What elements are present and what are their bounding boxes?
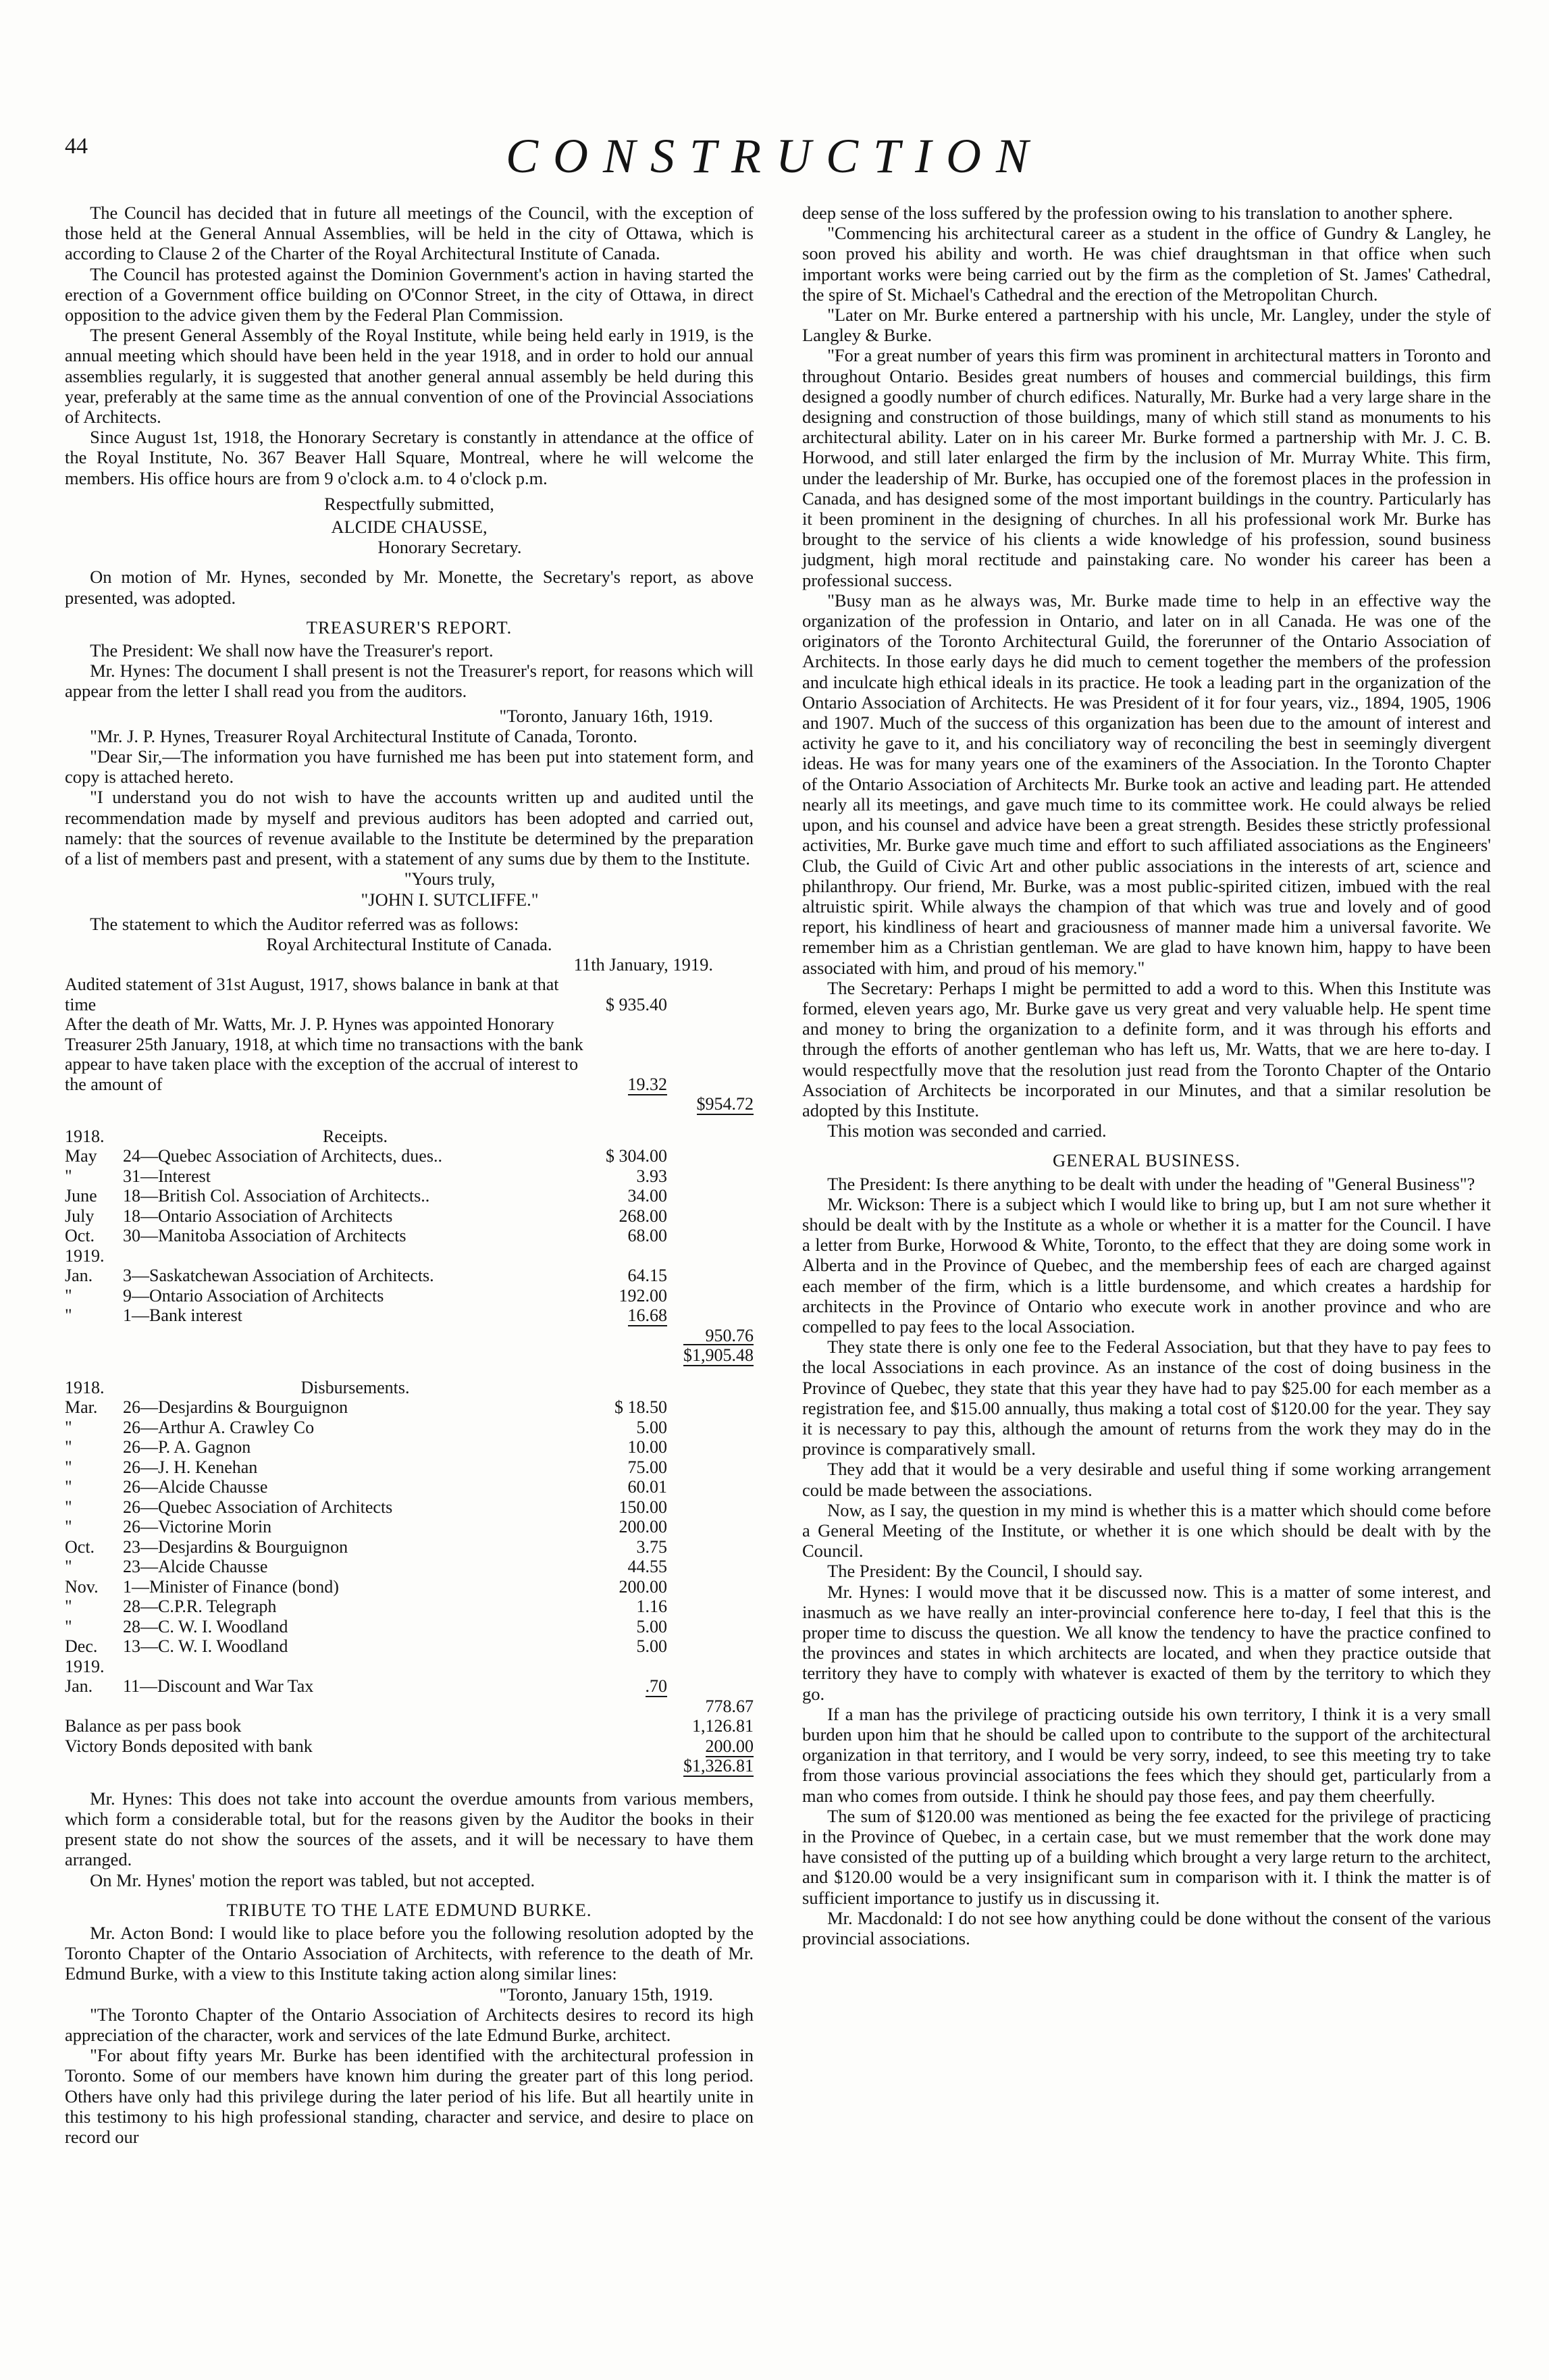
ledger-row	[65, 1517, 754, 1537]
paragraph: Mr. Hynes: I would move that it be discussed now. This is a matter of some interest, and inasmuch as we have really an inter-provincial conference here to-day, I feel that this is the proper time to discuss the question. We all know the tendency to have the practice confined to the provinces and states in which architects are located, and when they practice outside that territory they have to comply with whatever is exacted of them by the territory to which they go.	[802, 1581, 1491, 1704]
ledger-date: Jan.	[65, 1266, 93, 1286]
paragraph: This motion was seconded and carried.	[827, 1120, 1107, 1141]
ledger-amt: 68.00	[627, 1226, 667, 1246]
letter-close: "Yours truly,	[404, 869, 496, 889]
ledger-amt: 3.75	[636, 1536, 667, 1557]
ledger-desc: 28—C.P.R. Telegraph	[123, 1597, 277, 1617]
ledger-amt: 150.00	[619, 1497, 667, 1517]
ledger-date: "	[65, 1305, 72, 1326]
left-column	[65, 203, 754, 2147]
ledger-row	[65, 1206, 754, 1226]
paragraph: The President: By the Council, I should say.	[827, 1561, 1143, 1582]
ledger-desc: 1—Bank interest	[123, 1305, 242, 1326]
ledger-row	[65, 1636, 754, 1657]
ledger-amt: 60.01	[627, 1477, 667, 1497]
ledger-row	[65, 1457, 754, 1478]
ledger-date: "	[65, 1285, 72, 1305]
ledger-amt: $ 18.50	[614, 1397, 667, 1418]
section-heading: GENERAL BUSINESS.	[1052, 1150, 1241, 1171]
resolution-date: "Toronto, January 15th, 1919.	[499, 1984, 713, 2004]
ledger-row	[65, 1286, 754, 1306]
ledger-row	[65, 1597, 754, 1617]
paragraph: "Dear Sir,—The information you have furnished me has been put into statement form, and copy is attached hereto.	[65, 746, 754, 787]
closing: Respectfully submitted,	[324, 493, 494, 514]
paragraph: The Council has protested against the Dominion Government's action in having started the erection of a Government office building on O'Connor Street, in the city of Ottawa, in direct opposition to the advice given them by the Federal Plan Commission.	[65, 263, 754, 326]
ledger-row	[65, 1657, 754, 1677]
ledger-date: Jan.	[65, 1676, 93, 1697]
ledger-date: Oct.	[65, 1536, 95, 1557]
section-heading: TRIBUTE TO THE LATE EDMUND BURKE.	[226, 1899, 592, 1920]
ledger-desc: 30—Manitoba Association of Architects	[123, 1226, 406, 1246]
paragraph: "For about fifty years Mr. Burke has been identified with the architectural profession in Toronto. Some of our members have known him during the greater part of this long period. Others have only had this privilege during the later period of his life. But all heartily unite in this testimony to his high professional standing, character and service, and desire to place on record our	[65, 2045, 754, 2148]
paragraph: "Busy man as he always was, Mr. Burke made time to help in an effective way the organization of the profession in Ontario, and later on in all Canada. He was one of the originators of the Toronto Architectural Guild, the forerunner of the Ontario Association of Architects. In those early days he did much to cement together the members of the profession and inculcate high ethical ideals in its practice. He took a leading part in the organization of the Ontario Association of Architects. He was President of it for four years, viz., 1894, 1905, 1906 and 1907. Much of the success of this organization has been due to the amount of interest and activity he gave to it, and his conciliatory way of reconciling the best in seemingly divergent ideas. He was for many years one of the examiners of the Association. In the Toronto Chapter of the Ontario Association of Architects Mr. Burke took an active and leading part. He attended nearly all its meetings, and gave much time to its committee work. He could always be relied upon, and his counsel and advice have been a great strength. Besides these strictly professional activities, Mr. Burke gave much time and effort to such affiliated associations as the Engineers' Club, the Guild of Civic Art and other public associations in the interests of art, science and philanthropy. Our friend, Mr. Burke, was a most public-spirited citizen, imbued with the real altruistic spirit. While always the champion of that which was true and lovely and of good report, his kindliness of heart and graciousness of manner made him a universal favorite. We remember him as a Christian gentleman. We are glad to have known him, happy to have been associated with him, and proud of his memory."	[802, 590, 1491, 978]
right-column	[802, 203, 1491, 1948]
ledger-date: "	[65, 1517, 72, 1537]
statement-date: 11th January, 1919.	[573, 954, 713, 975]
ledger-amt: 34.00	[627, 1186, 667, 1206]
ledger-desc: 28—C. W. I. Woodland	[123, 1616, 288, 1636]
journal-title: CONSTRUCTION	[505, 129, 1044, 183]
statement-amount: 19.32	[627, 1074, 667, 1094]
disbursements-table	[65, 1378, 754, 1776]
ledger-text: Victory Bonds deposited with bank	[65, 1736, 313, 1756]
opening-statement	[65, 975, 754, 1114]
ledger-date: "	[65, 1497, 72, 1517]
paragraph: They state there is only one fee to the Federal Association, but that they have to pay fees to the local Associations in each province. As an instance of the cost of doing business in the Province of Quebec, they state that this year they have had to pay $25.00 for each member as a registration fee, and $15.00 annually, thus making a total cost of $120.00 for the year. They say it is necessary to pay this, although the amount of returns from the work they may do in the province is comparatively small.	[802, 1337, 1491, 1459]
ledger-title: Disbursements.	[300, 1377, 410, 1397]
paragraph: The Secretary: Perhaps I might be permitted to add a word to this. When this Institute was formed, eleven years ago, Mr. Burke gave us very great and very valuable help. He spent time and money to bring the organization to a definite form, and it was through his efforts and through the efforts of another gentleman who has left us, Mr. Watts, that we are here to-day. I would respectfully move that the resolution just read from the Toronto Chapter of the Ontario Association of Architects be incorporated in our Minutes, and that a similar resolution be adopted by this Institute.	[802, 977, 1491, 1120]
paragraph: Mr. Acton Bond: I would like to place before you the following resolution adopted by the Toronto Chapter of the Ontario Association of Architects, with reference to the death of Mr. Edmund Burke, with a view to this Institute taking action along similar lines:	[65, 1923, 754, 1984]
paragraph: The President: Is there anything to be dealt with under the heading of "General Business"?	[827, 1173, 1475, 1194]
ledger-row	[65, 1557, 754, 1577]
ledger-row	[65, 1186, 754, 1206]
statement-total: $954.72	[696, 1094, 754, 1114]
statement-org: Royal Architectural Institute of Canada.	[266, 933, 552, 954]
ledger-amt: 5.00	[636, 1636, 667, 1657]
ledger-date: Mar.	[65, 1397, 98, 1418]
paragraph: "The Toronto Chapter of the Ontario Association of Architects desires to record its high appreciation of the character, work and services of the late Edmund Burke, architect.	[65, 2004, 754, 2046]
statement-text: Audited statement of 31st August, 1917, shows balance in bank at that time	[65, 975, 559, 1014]
ledger-amt: 1.16	[636, 1597, 667, 1617]
paragraph: Mr. Hynes: The document I shall present is not the Treasurer's report, for reasons which will appear from the letter I shall read you from the auditors.	[65, 661, 754, 702]
ledger-date: "	[65, 1437, 72, 1457]
ledger-row	[65, 1477, 754, 1497]
ledger-date: 1919.	[65, 1245, 105, 1266]
ledger-amt: 192.00	[619, 1285, 667, 1305]
statement-amount: $ 935.40	[606, 994, 667, 1014]
ledger-year: 1918.	[65, 1126, 105, 1146]
ledger-desc: 24—Quebec Association of Architects, dues..	[123, 1146, 442, 1166]
paragraph: On Mr. Hynes' motion the report was tabled, but not accepted.	[90, 1869, 535, 1890]
paragraph: The sum of $120.00 was mentioned as being the fee exacted for the privilege of practicing in the Province of Quebec, in a certain case, but we must remember that the work done may have consisted of the putting up of a building which brought a very large return to the architect, and $120.00 would be a very insignificant sum in comparison with it. I think the matter is of sufficient importance to justify us in discussing it.	[802, 1805, 1491, 1908]
signer: ALCIDE CHAUSSE,	[331, 517, 488, 538]
ledger-date: "	[65, 1166, 72, 1186]
ledger-title: Receipts.	[322, 1126, 388, 1146]
ledger-amt: 75.00	[627, 1457, 667, 1477]
ledger-total: 950.76	[705, 1325, 754, 1345]
ledger-date: "	[65, 1616, 72, 1636]
ledger-row	[65, 1537, 754, 1557]
ledger-desc: 3—Saskatchewan Association of Architects.	[123, 1266, 434, 1286]
paragraph: "Commencing his architectural career as a student in the office of Gundry & Langley, he soon proved his ability and worth. He was chief draughtsman in that office when such important works were being carried out by the firm as the completion of St. James' Cathedral, the spire of St. Michael's Cathedral and the erection of the Metropolitan Church.	[802, 223, 1491, 305]
signer-title: Honorary Secretary.	[377, 537, 522, 558]
ledger-amount: 1,126.81	[692, 1716, 754, 1736]
ledger-desc: 18—Ontario Association of Architects	[123, 1206, 393, 1226]
paragraph: The present General Assembly of the Royal Institute, while being held early in 1919, is the annual meeting which should have been held in the year 1918, and in order to hold our annual assemblies regularly, it is suggested that another general annual assembly be held during this year, preferably at the same time as the annual convention of one of the Provincial Associations of Architects.	[65, 325, 754, 428]
paragraph: Mr. Wickson: There is a subject which I would like to bring up, but I am not sure whether it should be dealt with by the Institute as a whole or whether it is a matter for the Council. I have a letter from Burke, Horwood & White, Toronto, to the effect that they are doing some work in Alberta and in the Province of Quebec, and the membership fees of each are charged against each member of the firm, which is a little burdensome, and which creates a hardship for architects in the Province of Ontario who execute work in another province and who are compelled to pay fees to the local Association.	[802, 1193, 1491, 1337]
paragraph: Mr. Macdonald: I do not see how anything could be done without the consent of the various provincial associations.	[802, 1907, 1491, 1949]
ledger-date: May	[65, 1146, 97, 1166]
ledger-amt: 268.00	[619, 1206, 667, 1226]
paragraph: "Later on Mr. Burke entered a partnership with his uncle, Mr. Langley, under the style of Langley & Burke.	[802, 305, 1491, 346]
ledger-date: Dec.	[65, 1636, 98, 1657]
ledger-desc: 18—British Col. Association of Architects..	[123, 1186, 430, 1206]
ledger-date: June	[65, 1186, 97, 1206]
paragraph: If a man has the privilege of practicing outside his own territory, I think it is a very small burden upon him that he should be called upon to contribute to the support of the architectural organization in that territory, and I would be very sorry, indeed, to see this meeting try to take from those various provincial associations the fees which they should get, particularly from a man who comes from outside. I think he should pay those fees, and pay them cheerfully.	[802, 1703, 1491, 1806]
paragraph: The Council has decided that in future all meetings of the Council, with the exception of those held at the General Annual Assemblies, will be held in the city of Ottawa, which is according to Clause 2 of the Charter of the Royal Architectural Institute of Canada.	[65, 203, 754, 264]
ledger-grand-total: $1,905.48	[683, 1345, 754, 1366]
ledger-desc: 26—Alcide Chausse	[123, 1477, 268, 1497]
ledger-amt: 5.00	[636, 1616, 667, 1636]
ledger-date: "	[65, 1597, 72, 1617]
ledger-desc: 31—Interest	[123, 1166, 211, 1186]
ledger-date: "	[65, 1417, 72, 1437]
page-number: 44	[65, 134, 88, 159]
ledger-row	[65, 1166, 754, 1187]
ledger-year: 1918.	[65, 1377, 105, 1397]
ledger-amt: 5.00	[636, 1417, 667, 1437]
ledger-amt: 200.00	[619, 1517, 667, 1537]
statement-text: After the death of Mr. Watts, Mr. J. P. Hynes was appointed Honorary Treasurer 25th January, 1918, at which time no transactions with the bank appear to have taken place with the exception of the accrual of interest to the amount of	[65, 1014, 583, 1094]
ledger-row	[65, 1266, 754, 1286]
ledger-row	[65, 1226, 754, 1246]
ledger-date: Oct.	[65, 1226, 95, 1246]
ledger-desc: 26—Desjardins & Bourguignon	[123, 1397, 348, 1418]
ledger-amt: 3.93	[636, 1166, 667, 1186]
ledger-date: July	[65, 1206, 95, 1226]
ledger-row	[65, 1497, 754, 1518]
ledger-desc: 26—Victorine Morin	[123, 1517, 272, 1537]
ledger-date: "	[65, 1477, 72, 1497]
receipts-table	[65, 1127, 754, 1366]
ledger-row	[65, 1676, 754, 1697]
ledger-row	[65, 1305, 754, 1326]
ledger-desc: 26—Quebec Association of Architects	[123, 1497, 393, 1517]
letter-date: "Toronto, January 16th, 1919.	[499, 705, 713, 726]
ledger-desc: 23—Alcide Chausse	[123, 1557, 268, 1577]
ledger-date: "	[65, 1457, 72, 1477]
ledger-date: Nov.	[65, 1576, 99, 1597]
paragraph: On motion of Mr. Hynes, seconded by Mr. Monette, the Secretary's report, as above presented, was adopted.	[65, 567, 754, 608]
letter-address: "Mr. J. P. Hynes, Treasurer Royal Architectural Institute of Canada, Toronto.	[90, 725, 637, 746]
ledger-desc: 26—Arthur A. Crawley Co	[123, 1417, 315, 1437]
ledger-amt: .70	[645, 1676, 667, 1697]
ledger-desc: 9—Ontario Association of Architects	[123, 1285, 384, 1305]
paragraph: Now, as I say, the question in my mind is whether this is a matter which should come before a General Meeting of the Institute, or whether it is one which should be dealt with by the Council.	[802, 1499, 1491, 1561]
ledger-row	[65, 1617, 754, 1637]
paragraph: "For a great number of years this firm was prominent in architectural matters in Toronto and throughout Ontario. Besides great numbers of houses and commercial buildings, this firm designed a goodly number of church edifices. Naturally, Mr. Burke had a very large share in the designing and construction of those buildings, many of which still stand as monuments to his architectural ability. Later on in his career Mr. Burke formed a partnership with Mr. J. C. B. Horwood, and still later enlarged the firm by the inclusion of Mr. Murray White. This firm, under the leadership of Mr. Burke, has occupied one of the foremost places in the profession in Canada, and has designed some of the most important buildings in the country. Particularly has it been prominent in the designing of churches. In all his professional work Mr. Burke has brought to the service of his clients a wide knowledge of his profession, sound business judgment, high moral rectitude and painstaking care. No wonder his career has been a professional success.	[802, 345, 1491, 590]
ledger-text: Balance as per pass book	[65, 1716, 242, 1736]
paragraph: They add that it would be a very desirable and useful thing if some working arrangement could be made between the associations.	[802, 1459, 1491, 1500]
ledger-amount: 200.00	[705, 1736, 754, 1756]
paragraph: "I understand you do not wish to have the accounts written up and audited until the recommendation made by myself and previous auditors has been adopted and carried out, namely: that the sources of revenue available to the Institute be determined by the preparation of a list of members past and present, with a statement of any sums due by them to the Institute.	[65, 787, 754, 869]
ledger-desc: 1—Minister of Finance (bond)	[123, 1576, 339, 1597]
ledger-total: 778.67	[705, 1696, 754, 1716]
paragraph: Mr. Hynes: This does not take into account the overdue amounts from various members, which form a considerable total, but for the reasons given by the Auditor the books in their present state do not show the sources of the assets, and it will be necessary to have them arranged.	[65, 1788, 754, 1870]
paragraph: Since August 1st, 1918, the Honorary Secretary is constantly in attendance at the office of the Royal Institute, No. 367 Beaver Hall Square, Montreal, where he will welcome the members. His office hours are from 9 o'clock a.m. to 4 o'clock p.m.	[65, 427, 754, 488]
ledger-amt: 10.00	[627, 1437, 667, 1457]
ledger-date: "	[65, 1557, 72, 1577]
ledger-row	[65, 1397, 754, 1418]
paragraph: deep sense of the loss suffered by the profession owing to his translation to another sphere.	[802, 203, 1453, 223]
ledger-amt: 44.55	[627, 1557, 667, 1577]
ledger-desc: 11—Discount and War Tax	[123, 1676, 314, 1697]
ledger-row	[65, 1418, 754, 1438]
ledger-amt: 64.15	[627, 1266, 667, 1286]
paragraph: The President: We shall now have the Treasurer's report.	[90, 640, 494, 661]
ledger-row	[65, 1146, 754, 1166]
ledger-row	[65, 1437, 754, 1457]
ledger-date: 1919.	[65, 1656, 105, 1676]
ledger-amt: 16.68	[627, 1305, 667, 1326]
ledger-desc: 26—P. A. Gagnon	[123, 1437, 251, 1457]
ledger-amt: 200.00	[619, 1576, 667, 1597]
letter-signer: "JOHN I. SUTCLIFFE."	[361, 889, 539, 910]
section-heading: TREASURER'S REPORT.	[306, 617, 513, 638]
ledger-grand-total: $1,326.81	[683, 1756, 754, 1776]
ledger-row	[65, 1246, 754, 1266]
ledger-desc: 23—Desjardins & Bourguignon	[123, 1536, 348, 1557]
ledger-amt: $ 304.00	[606, 1146, 667, 1166]
paragraph: The statement to which the Auditor referred was as follows:	[90, 913, 519, 934]
ledger-desc: 26—J. H. Kenehan	[123, 1457, 258, 1477]
ledger-desc: 13—C. W. I. Woodland	[123, 1636, 288, 1657]
ledger-row	[65, 1577, 754, 1597]
